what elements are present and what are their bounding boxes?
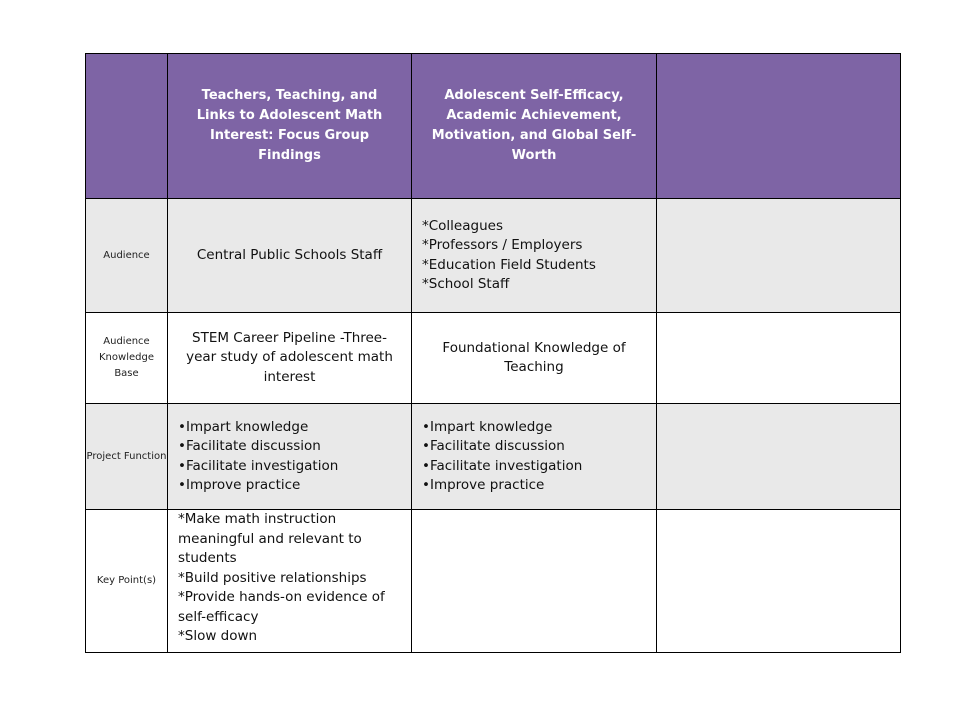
audience-cell-col2: Central Public Schools Staff bbox=[168, 199, 412, 313]
row-label-audience: Audience bbox=[86, 199, 168, 313]
audience-cell-col4 bbox=[657, 199, 901, 313]
function-cell-col2 bbox=[168, 404, 412, 510]
function-list-item: •Facilitate investigation bbox=[178, 457, 339, 474]
function-list-item: •Impart knowledge bbox=[422, 418, 553, 435]
keypoints-cell-col4 bbox=[657, 510, 901, 653]
header-cell-self-efficacy-study: Adolescent Self-Efficacy, Academic Achievement, Motivation, and Global Self-Worth bbox=[412, 54, 657, 199]
row-label-knowledge-base: Audience Knowledge Base bbox=[86, 313, 168, 404]
row-label-key-points: Key Point(s) bbox=[86, 510, 168, 653]
header-cell-math-interest-study: Teachers, Teaching, and Links to Adolescent Math Interest: Focus Group Findings bbox=[168, 54, 412, 199]
knowledge-cell-col3: Foundational Knowledge of Teaching bbox=[412, 313, 657, 404]
audience-cell-col3 bbox=[412, 199, 657, 313]
audience-list-item: *Colleagues bbox=[422, 217, 503, 234]
keypoint-item: *Provide hands-on evidence of self-efficacy bbox=[178, 589, 385, 625]
key-points-row bbox=[86, 510, 901, 653]
knowledge-cell-col4 bbox=[657, 313, 901, 404]
keypoint-item: *Build positive relationships bbox=[178, 569, 367, 586]
keypoints-cell-col2 bbox=[168, 510, 412, 653]
function-list-item: •Facilitate discussion bbox=[422, 438, 565, 454]
keypoints-cell-col3 bbox=[412, 510, 657, 653]
function-list-item: •Facilitate investigation bbox=[422, 457, 583, 474]
function-list-item: •Facilitate discussion bbox=[178, 438, 321, 454]
knowledge-cell-col2: STEM Career Pipeline -Three-year study of adolescent math interest bbox=[168, 313, 412, 404]
audience-list-item: *Professors / Employers bbox=[422, 237, 583, 253]
keypoint-item: *Slow down bbox=[178, 628, 258, 644]
header-row bbox=[86, 54, 901, 199]
function-cell-col3 bbox=[412, 404, 657, 510]
row-label-project-function: Project Function bbox=[86, 404, 168, 510]
audience-row bbox=[86, 199, 901, 313]
project-function-row bbox=[86, 404, 901, 510]
audience-list-item: *Education Field Students bbox=[422, 256, 596, 273]
summary-table bbox=[85, 53, 901, 653]
keypoint-item: *Make math instruction meaningful and relevant to students bbox=[178, 511, 362, 566]
function-list-item: •Impart knowledge bbox=[178, 418, 309, 435]
knowledge-base-row bbox=[86, 313, 901, 404]
function-cell-col4 bbox=[657, 404, 901, 510]
header-cell-empty bbox=[657, 54, 901, 199]
header-cell-row-labels bbox=[86, 54, 168, 199]
function-list-item: •Improve practice bbox=[178, 477, 301, 493]
audience-list-item: *School Staff bbox=[422, 276, 510, 292]
function-list-item: •Improve practice bbox=[422, 477, 545, 493]
